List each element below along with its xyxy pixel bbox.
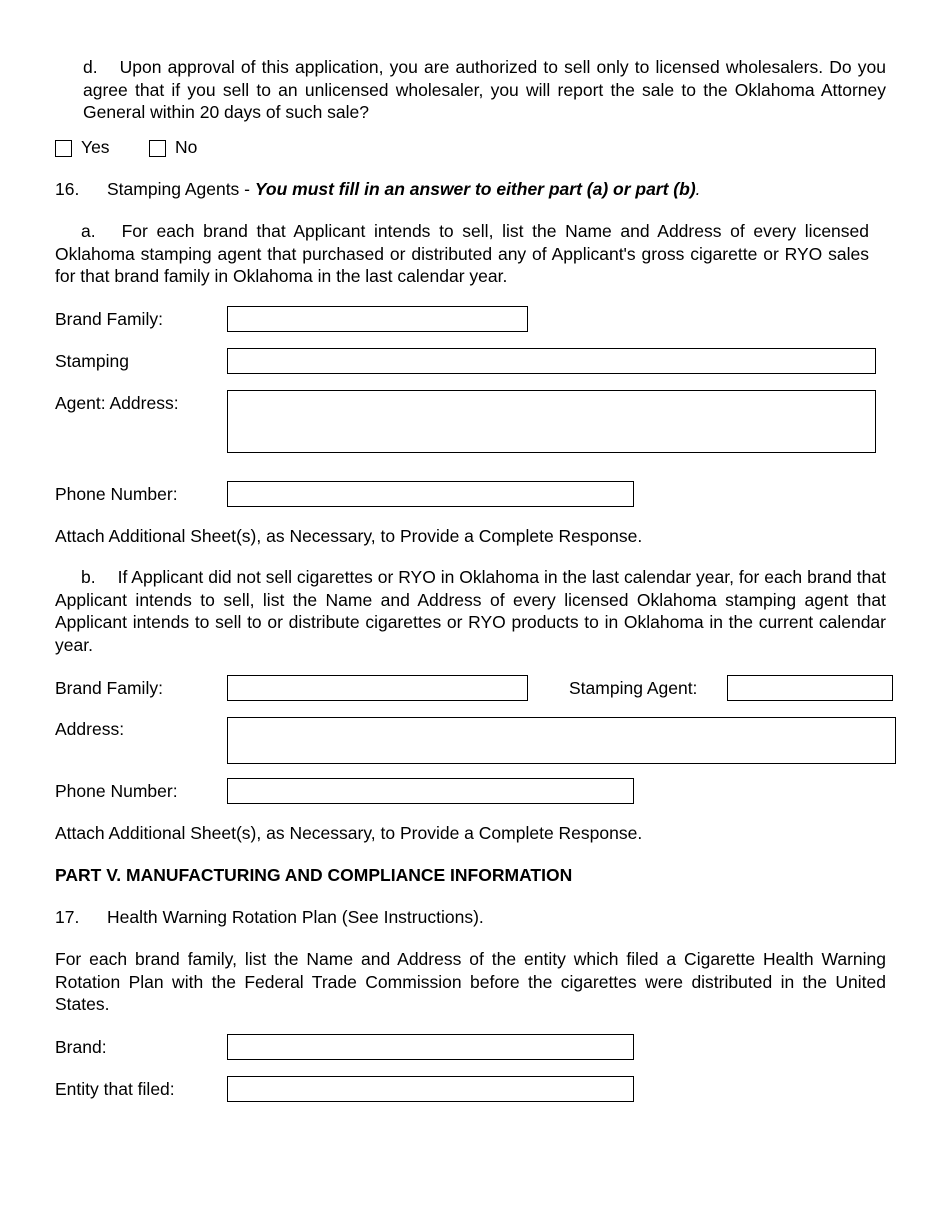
q16a-line1: For each brand that Applicant intends to sell, list the Name and Address of every licensed [121,221,869,241]
q16b-address-label: Address: [55,719,125,739]
q16a-stamping-label: Stamping [55,351,129,371]
q16b-marker: b. [81,567,96,587]
q17-entity-field[interactable] [227,1076,634,1102]
q17-brand-label: Brand: [55,1037,107,1057]
q16a-rest: Oklahoma stamping agent that purchased or distributed any of Applicant's gross cigarette or RYO sales for that brand family in Oklahoma in the last calendar year. [55,243,869,286]
q16a-brand-family-field[interactable] [227,306,528,332]
q16b-phone-field[interactable] [227,778,634,804]
q17-number: 17. [55,907,80,927]
q17-title: Health Warning Rotation Plan (See Instructions). [107,907,484,927]
no-checkbox[interactable] [149,140,166,157]
q16b-stamping-agent-label: Stamping Agent: [569,678,698,698]
q16a-address-field[interactable] [227,390,876,453]
q16-number: 16. [55,179,80,199]
q15d-line1: Upon approval of this application, you are authorized to sell only to licensed wholesalers. [119,57,824,77]
q15d-marker: d. [83,57,98,77]
q16b-phone-label: Phone Number: [55,781,178,801]
q16b-rest: brand that Applicant intends to sell, list the Name and Address of every licensed Oklahoma stamping agent that Applicant intends to sell to or distribute cigarettes or RYO products to in Oklahoma in the current calendar year. [55,567,886,655]
q16b-line1: If Applicant did not sell cigarettes or RYO in Oklahoma in the last calendar year, for each [117,567,803,587]
q15d-text [83,56,886,124]
q16b-brand-family-label: Brand Family: [55,678,163,698]
q16a-brand-family-label: Brand Family: [55,309,163,329]
part5-heading: PART V. MANUFACTURING AND COMPLIANCE INFORMATION [55,865,573,885]
yes-label: Yes [81,137,110,157]
no-label: No [175,137,198,157]
q16a-stamping-agent-field[interactable] [227,348,876,374]
q16a-marker: a. [81,221,96,241]
q16a-agent-address-label: Agent: Address: [55,393,179,413]
q16b-stamping-agent-field[interactable] [727,675,893,701]
q17-brand-field[interactable] [227,1034,634,1060]
q17-entity-label: Entity that filed: [55,1079,175,1099]
q16a-attach-note: Attach Additional Sheet(s), as Necessary, to Provide a Complete Response. [55,526,643,546]
q16b-address-field[interactable] [227,717,896,764]
yes-checkbox[interactable] [55,140,72,157]
q16a-text [55,220,869,288]
q16b-attach-note: Attach Additional Sheet(s), as Necessary, to Provide a Complete Response. [55,823,643,843]
q16a-phone-label: Phone Number: [55,484,178,504]
q16a-phone-field[interactable] [227,481,634,507]
q16-heading [107,178,701,200]
q16-period: . [695,179,701,199]
q16-title: Stamping Agents - [107,179,255,199]
q15d-rest: Do you agree that if you sell to an unlicensed wholesaler, you will report the sale to the Oklahoma Attorney General within 20 days of such sale? [83,57,886,122]
q16b-text [55,566,886,656]
q16b-brand-family-field[interactable] [227,675,528,701]
q17-text: For each brand family, list the Name and Address of the entity which filed a Cigarette Health Warning Rotation Plan with the Federal Trade Commission before the cigarettes were distributed in the United States. [55,949,886,1014]
q16-instruction: You must fill in an answer to either part (a) or part (b) [254,179,696,199]
